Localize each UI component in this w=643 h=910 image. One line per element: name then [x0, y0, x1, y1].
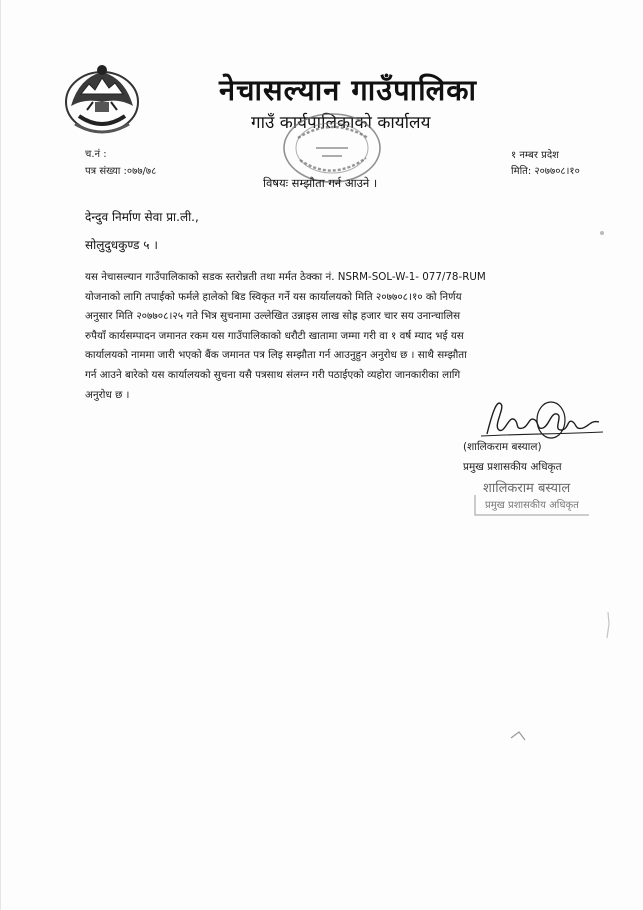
- nepal-emblem-icon: [59, 58, 145, 140]
- letter-subject: विषयः सम्झौता गर्न आउने ।: [263, 176, 378, 190]
- stamp-name: शालिकराम बस्याल: [483, 481, 571, 496]
- recipient-name: देन्दुव निर्माण सेवा प्रा.ली.,: [85, 210, 199, 224]
- office-subtitle: गाउँ कार्यपालिकाको कार्यालय: [251, 113, 431, 133]
- body-line: अनुरोध छ ।: [85, 388, 130, 401]
- scan-mark: [509, 728, 527, 742]
- reference-right: [511, 148, 580, 180]
- body-line: रुपैयाँ कार्यसम्पादन जमानत रकम यस गाउँपालिकाको धरौटी खातामा जम्मा गरी वा १ वर्ष म्याद भई यस: [85, 329, 464, 342]
- body-line: यस नेचासल्यान गाउँपालिकाको सडक स्तरोन्नती तथा मर्मत ठेक्का नं. NSRM-SOL-W-1- 077/78-RUM: [85, 271, 486, 283]
- letter-number: पत्र संख्या :०७७/७८: [85, 166, 157, 177]
- body-line: कार्यालयको नाममा जारी भएको बैंक जमानत पत्र लिइ सम्झौता गर्न आउनुहुन अनुरोध छ । साथै सम्झौता: [85, 349, 467, 362]
- scan-mark: [597, 228, 607, 238]
- recipient-address: सोलुदुधकुण्ड ५ ।: [85, 238, 158, 252]
- handwritten-signature-icon: [479, 390, 605, 446]
- municipality-title: नेचासल्यान गाउँपालिका: [219, 73, 478, 107]
- signatory-title: प्रमुख प्रशासकीय अधिकृत: [463, 461, 562, 473]
- body-line: अनुसार मिति २०७७०८।२५ गते भित्र सुचनामा उल्लेखित उन्नाइस लाख सोह्र हजार चार सय उनान्चालिस: [85, 310, 461, 323]
- body-line: गर्न आउने बारेको यस कार्यालयको सुचना यसै पत्रसाथ संलग्न गरी पठाईएको व्यहोरा जानकारीका लागि: [85, 368, 461, 381]
- signatory-name: (शालिकराम बस्याल): [463, 441, 542, 453]
- letter-date: मिति: २०७७०८।१०: [511, 166, 580, 177]
- letter-body: [85, 268, 580, 405]
- reference-left: [85, 146, 156, 180]
- body-line: योजनाको लागि तपाईको फर्मले हालेको बिड स्विकृत गर्ने यस कार्यालयको मिति २०७७०८।१० को निर्णय: [85, 290, 462, 303]
- cha-number: च.नं :: [85, 149, 107, 160]
- province-label: १ नम्बर प्रदेश: [511, 150, 559, 161]
- scan-mark: [603, 610, 613, 640]
- stamp-title: प्रमुख प्रशासकीय अधिकृत: [485, 500, 579, 511]
